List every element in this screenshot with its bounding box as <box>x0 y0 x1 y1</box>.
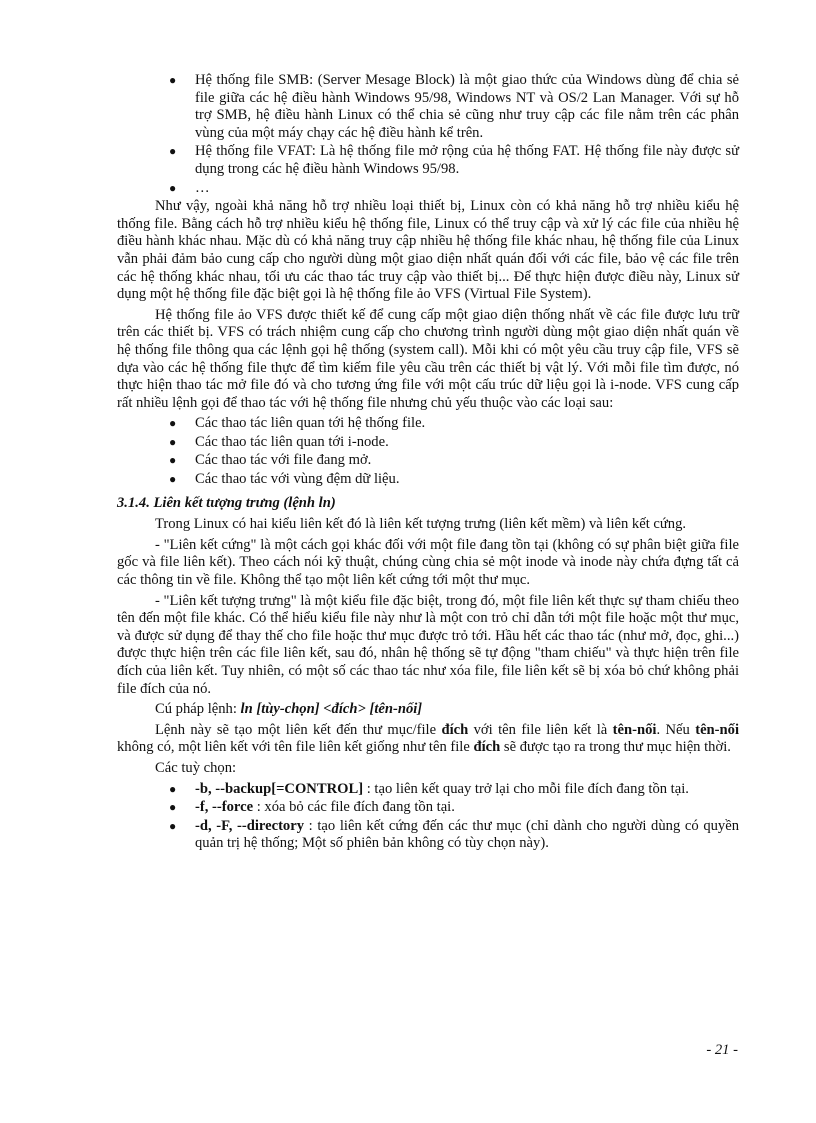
list-item: ● Hệ thống file VFAT: Là hệ thống file mở rộng của hệ thống FAT. Hệ thống file này được sử dụng trong các hệ điều hành Windows 95/98. <box>169 143 739 177</box>
paragraph-symbolic-link: - "Liên kết tượng trưng" là một kiểu file đặc biệt, trong đó, một file liên kết thực sự tham chiếu theo tên đến một file khác. Có thể hiểu kiểu file này như là một con trỏ chỉ dẫn tới một file hoặc một thư mục, và được sử dụng để thay thế cho file hoặc thư mục được trỏ tới. Hầu hết các thao tác (như mở, đọc, ghi...) được thực hiện trên các file liên kết, sau đó, nhân hệ thống sẽ tự động "tham chiếu" và thực hiện trên file đích của liên kết. Tuy nhiên, có một số các thao tác như xóa file, file liên kết sẽ bị xóa bỏ chứ không phải file đích của nó. <box>117 592 739 697</box>
option-flag: -b, --backup[=CONTROL] <box>195 780 364 797</box>
bullet-icon: ● <box>169 144 177 159</box>
list-item: ● … <box>169 179 210 196</box>
list-item: ● -b, --backup[=CONTROL] : tạo liên kết quay trở lại cho mỗi file đích đang tồn tại. <box>169 780 689 797</box>
options-label: Các tuỳ chọn: <box>155 759 237 776</box>
paragraph-ln-description: Lệnh này sẽ tạo một liên kết đến thư mục/file đích với tên file liên kết là tên-nối. Nếu tên-nối không có, một liên kết với tên file liên kết giống như tên file đích sẽ được tạo ra trong thư mục hiện thời. <box>117 721 739 756</box>
document-page <box>117 72 739 854</box>
paragraph-vfs-design: Hệ thống file ảo VFS được thiết kế để cung cấp một giao diện thống nhất về các file được lưu trữ trên các thiết bị. VFS có trách nhiệm cung cấp cho chương trình người dùng một giao diện nhất quán về hệ thống file thông qua các lệnh gọi hệ thống (system call). Mỗi khi có một yêu cầu truy cập file, VFS sẽ dựa vào các hệ thống file thực để tìm kiếm file yêu cầu trên các thiết bị vật lý. Với mỗi file tìm được, nó thực hiện thao tác mở file đó và cho tương ứng file với một cấu trúc dữ liệu gọi là i-node. VFS cung cấp rất nhiều lệnh gọi để thao tác với hệ thống file nhưng chủ yếu thuộc vào các loại sau: <box>117 306 739 411</box>
bullet-icon: ● <box>169 818 177 833</box>
paragraph-link-types: Trong Linux có hai kiểu liên kết đó là liên kết tượng trưng (liên kết mềm) và liên kết cứng. <box>155 516 687 533</box>
bullet-list-vfs-ops <box>117 415 739 488</box>
bullet-icon: ● <box>169 73 177 87</box>
section-heading: 3.1.4. Liên kết tượng trưng (lệnh ln) <box>117 494 336 511</box>
bullet-icon: ● <box>169 472 177 487</box>
list-item: ● Các thao tác liên quan tới hệ thống file. <box>169 415 426 432</box>
list-item: ● Các thao tác liên quan tới i-node. <box>169 433 389 450</box>
bullet-icon: ● <box>169 180 177 195</box>
paragraph-vfs-intro: Như vậy, ngoài khả năng hỗ trợ nhiều loại thiết bị, Linux còn có khả năng hỗ trợ nhiều kiểu hệ thống file. Bằng cách hỗ trợ nhiều kiểu hệ thống file, Linux có thể truy cập và xử lý các file của nhiều hệ điều hành khác nhau. Mặc dù có khả năng truy cập nhiều hệ thống file khác nhau, hệ thống file của Linux vẫn phải đảm bảo cung cấp cho người dùng một giao diện nhất quán đối với các file, bảo vệ các file trên các hệ thống khác nhau, tối ưu các thao tác truy cập vào thiết bị... Để thực hiện được điều này, Linux sử dụng một hệ thống file đặc biệt gọi là hệ thống file ảo VFS (Virtual File System). <box>117 198 739 303</box>
syntax-line: Cú pháp lệnh: ln [tùy-chọn] <đích> [tên-nối] <box>155 701 423 718</box>
list-item: ● Các thao tác với file đang mở. <box>169 452 372 469</box>
bullet-icon: ● <box>169 781 177 796</box>
list-item: ● -f, --force : xóa bỏ các file đích đang tồn tại. <box>169 799 455 816</box>
option-flag: -f, --force <box>195 799 254 816</box>
list-item: ● Hệ thống file SMB: (Server Mesage Block) là một giao thức của Windows dùng để chia sẻ file giữa các hệ điều hành Windows 95/98, Windows NT và OS/2 Lan Manager. Với sự hỗ trợ SMB, hệ điều hành Linux có thể chia sẻ cũng như truy cập các file nằm trên các phân vùng của một máy chạy các hệ điều hành kể trên. <box>169 72 739 141</box>
list-item: ● -d, -F, --directory : tạo liên kết cứng đến các thư mục (chỉ dành cho người dùng có quyền quản trị hệ thống; Một số phiên bản không có tùy chọn này). <box>169 817 739 852</box>
option-flag: -d, -F, --directory <box>195 817 305 834</box>
bullet-icon: ● <box>169 416 177 431</box>
bullet-icon: ● <box>169 453 177 468</box>
list-item: ● Các thao tác với vùng đệm dữ liệu. <box>169 471 400 488</box>
bullet-list-options <box>117 781 739 853</box>
page-number: - 21 - <box>706 1042 738 1058</box>
syntax-command: ln [tùy-chọn] <đích> [tên-nối] <box>240 701 423 718</box>
bullet-icon: ● <box>169 434 177 449</box>
bullet-list-filesystems <box>117 72 739 197</box>
paragraph-hard-link: - "Liên kết cứng" là một cách gọi khác đối với một file đang tồn tại (không có sự phân biệt giữa file gốc và file liên kết). Theo cách nói kỹ thuật, chúng cùng chia sẻ một inode và inode này chứa đựng tất cả các thông tin về file. Không thể tạo một liên kết cứng tới một thư mục. <box>117 536 739 589</box>
bullet-icon: ● <box>169 800 177 815</box>
